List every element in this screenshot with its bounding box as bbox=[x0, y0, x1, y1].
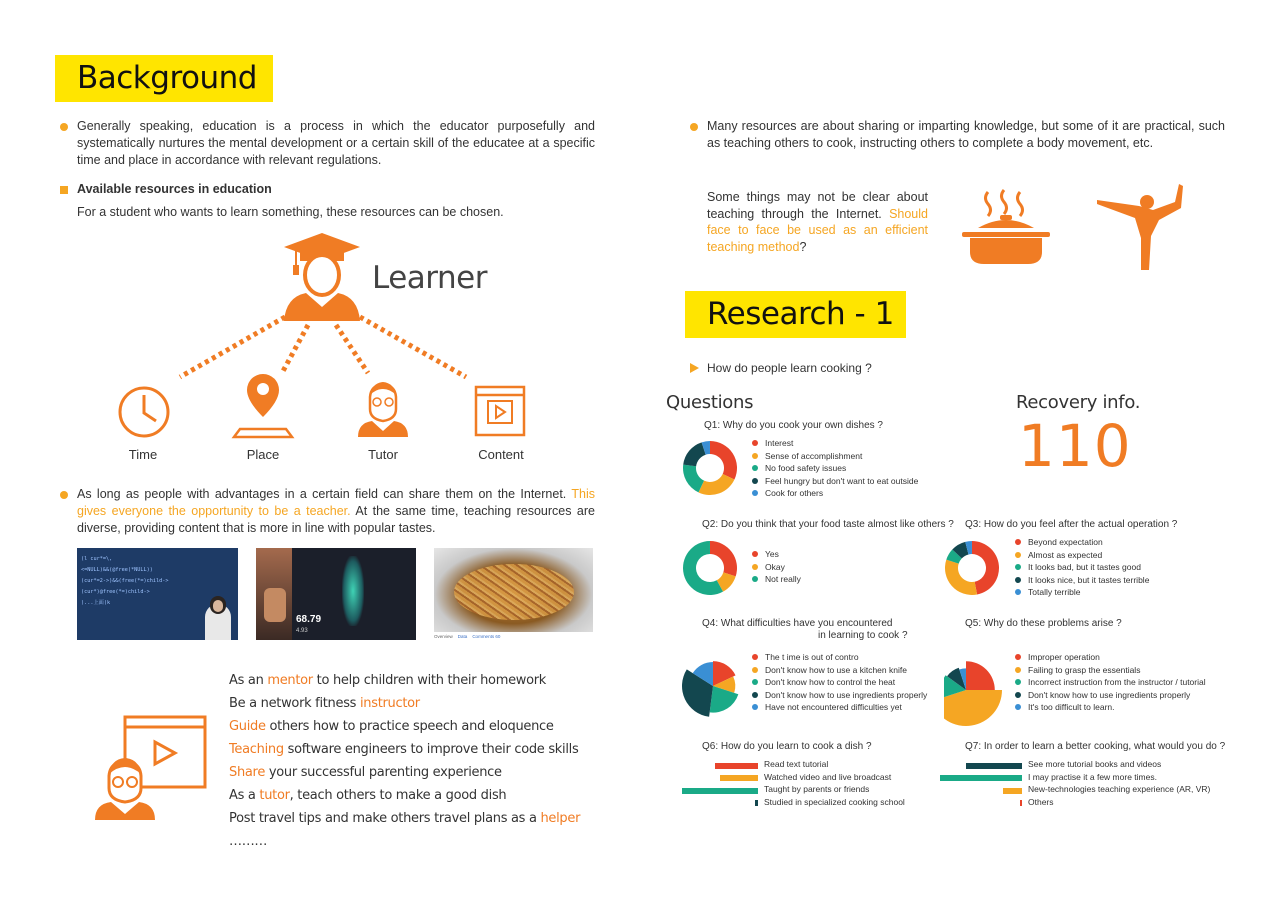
legend-label: Don't know how to use ingredients properly bbox=[765, 689, 928, 700]
bullet-dot bbox=[60, 491, 68, 499]
legend-swatch bbox=[752, 440, 758, 446]
legend-swatch bbox=[1015, 704, 1021, 710]
bar bbox=[940, 775, 1022, 781]
q1-title: Q1: Why do you cook your own dishes ? bbox=[704, 420, 883, 431]
recovery-label: Recovery info. bbox=[1016, 392, 1141, 413]
legend-item bbox=[1015, 561, 1149, 574]
role-item: Post travel tips and make others travel plans as a helper bbox=[229, 811, 581, 826]
legend-item bbox=[752, 701, 927, 714]
yoga-pose-icon bbox=[1095, 180, 1185, 272]
q4-rose-chart bbox=[682, 652, 744, 720]
legend-item bbox=[1015, 689, 1206, 702]
q1-donut-chart bbox=[682, 440, 738, 496]
research-heading: Research - 1 bbox=[685, 291, 906, 338]
legend-label: Don't know how to use ingredients properly bbox=[1028, 689, 1191, 700]
donut-slice bbox=[972, 541, 999, 595]
q3-title: Q3: How do you feel after the actual operation ? bbox=[965, 519, 1178, 530]
bar bbox=[755, 800, 758, 806]
legend-swatch bbox=[752, 490, 758, 496]
resources-heading: Available resources in education bbox=[77, 182, 272, 196]
legend-swatch bbox=[1015, 539, 1021, 545]
bar bbox=[682, 788, 758, 794]
legend-label: Feel hungry but don't want to eat outside bbox=[765, 475, 919, 486]
bar bbox=[1020, 800, 1022, 806]
q4-title-line: in learning to cook ? bbox=[818, 630, 908, 641]
legend-label: Have not encountered difficulties yet bbox=[765, 702, 902, 713]
legend-label: Not really bbox=[765, 574, 801, 585]
bar bbox=[966, 763, 1022, 769]
legend-item bbox=[752, 462, 918, 475]
legend-label: Improper operation bbox=[1028, 652, 1100, 662]
map-pin-icon bbox=[234, 374, 292, 437]
presenter-video-icon bbox=[95, 712, 211, 822]
tutor-icon bbox=[358, 382, 408, 437]
bar-label: Studied in specialized cooking school bbox=[764, 796, 905, 807]
thumbnail-footer: Overview Data Comments 60 bbox=[434, 634, 501, 639]
legend-item bbox=[752, 689, 927, 702]
donut-slice bbox=[710, 441, 737, 479]
legend-label: It looks nice, but it tastes terrible bbox=[1028, 574, 1150, 585]
legend-label: No food safety issues bbox=[765, 463, 847, 474]
learner-diagram bbox=[100, 225, 530, 445]
role-item: As an mentor to help children with their homework bbox=[229, 673, 547, 688]
legend-swatch bbox=[1015, 654, 1021, 660]
role-item: Be a network fitness instructor bbox=[229, 696, 420, 711]
role-item: Share your successful parenting experience bbox=[229, 765, 502, 780]
thumbnail-noodle-dish bbox=[434, 548, 593, 632]
legend-swatch bbox=[1015, 679, 1021, 685]
bullet-dot bbox=[60, 123, 68, 131]
legend-swatch bbox=[1015, 564, 1021, 570]
legend-item bbox=[1015, 651, 1206, 664]
legend-swatch bbox=[752, 453, 758, 459]
legend-label: Almost as expected bbox=[1028, 549, 1103, 560]
q4-title bbox=[702, 618, 908, 642]
q7-bar-chart bbox=[940, 760, 1220, 812]
share-paragraph: As long as people with advantages in a certain field can share them on the Internet. This gives everyone the opportunity to be a teacher. At the same time, teaching resources are diverse, providing content that is more in line with popular tastes. bbox=[77, 487, 595, 535]
icon-label-content: Content bbox=[478, 447, 524, 462]
legend-swatch bbox=[1015, 667, 1021, 673]
legend-item bbox=[1015, 574, 1149, 587]
q5-title: Q5: Why do these problems arise ? bbox=[965, 618, 1122, 629]
bar bbox=[720, 775, 758, 781]
role-item: Teaching software engineers to improve their code skills bbox=[229, 742, 579, 757]
legend-label: Interest bbox=[765, 438, 794, 448]
q6-bar-chart bbox=[680, 760, 930, 812]
legend-label: Don't know how to control the heat bbox=[765, 677, 896, 688]
practical-paragraph: Many resources are about sharing or imparting knowledge, but some of it are practical, such as teaching others to cook, instructing others to complete a body movement, etc. bbox=[707, 119, 1225, 150]
rose-slice bbox=[944, 690, 1002, 726]
legend-swatch bbox=[752, 564, 758, 570]
resources-text: For a student who wants to learn something, these resources can be chosen. bbox=[77, 205, 504, 219]
thumbnail-fitness: 68.79 4.93 bbox=[256, 548, 416, 640]
legend-label: Beyond expectation bbox=[1028, 537, 1103, 547]
legend-item bbox=[1015, 701, 1206, 714]
bar-label: Watched video and live broadcast bbox=[764, 771, 892, 782]
icon-label-time: Time bbox=[128, 447, 158, 462]
legend-label: Cook for others bbox=[765, 488, 824, 499]
q6-title: Q6: How do you learn to cook a dish ? bbox=[702, 741, 872, 752]
role-item: Guide others how to practice speech and eloquence bbox=[229, 719, 554, 734]
q7-title: Q7: In order to learn a better cooking, what would you do ? bbox=[965, 741, 1226, 752]
legend-swatch bbox=[1015, 589, 1021, 595]
legend-label: Yes bbox=[765, 549, 779, 559]
legend-item bbox=[752, 573, 801, 586]
legend-item bbox=[752, 676, 927, 689]
donut-slice bbox=[710, 541, 737, 576]
legend-swatch bbox=[752, 704, 758, 710]
bar bbox=[1003, 788, 1022, 794]
intro-paragraph: Generally speaking, education is a process in which the educator purposefully and systematically nurtures the mental development or a certain skill of the educatee at a specific time and place in accordance with relevant regulations. bbox=[77, 119, 595, 167]
legend-swatch bbox=[752, 667, 758, 673]
bullet-square bbox=[60, 186, 68, 194]
bar-label: I may practise it a few more times. bbox=[1028, 771, 1157, 782]
legend-label: It looks bad, but it tastes good bbox=[1028, 562, 1141, 573]
donut-slice bbox=[699, 474, 735, 495]
legend-swatch bbox=[1015, 692, 1021, 698]
legend-item bbox=[752, 437, 918, 450]
legend-swatch bbox=[752, 465, 758, 471]
donut-slice bbox=[683, 442, 705, 466]
q2-legend bbox=[752, 548, 801, 586]
triangle-bullet-icon bbox=[690, 363, 700, 373]
role-item: ……… bbox=[229, 834, 268, 849]
legend-swatch bbox=[752, 551, 758, 557]
legend-item bbox=[752, 450, 918, 463]
icon-label-tutor: Tutor bbox=[368, 447, 398, 462]
legend-label: Incorrect instruction from the instructor / tutorial bbox=[1028, 677, 1206, 688]
legend-swatch bbox=[752, 692, 758, 698]
legend-item bbox=[752, 664, 927, 677]
learner-label: Learner bbox=[372, 260, 487, 296]
clock-icon bbox=[120, 388, 168, 436]
donut-slice bbox=[945, 560, 977, 595]
video-content-icon bbox=[476, 387, 524, 435]
cooking-pot-icon bbox=[960, 188, 1052, 268]
q5-legend bbox=[1015, 651, 1206, 714]
legend-label: It's too difficult to learn. bbox=[1028, 702, 1115, 713]
legend-label: Failing to grasp the essentials bbox=[1028, 664, 1141, 675]
learner-icon bbox=[284, 233, 360, 321]
questions-label: Questions bbox=[666, 392, 754, 413]
recovery-value: 110 bbox=[1018, 412, 1132, 480]
face-to-face-paragraph: Some things may not be clear about teaching through the Internet. Should face to face be used as an efficient teaching method? bbox=[707, 190, 928, 254]
legend-swatch bbox=[1015, 577, 1021, 583]
share-highlight: This gives everyone the opportunity to be a teacher. bbox=[77, 487, 595, 518]
background-heading: Background bbox=[55, 55, 273, 102]
connector-lines bbox=[180, 317, 466, 377]
q4-title-line: Q4: What difficulties have you encountered bbox=[702, 618, 893, 629]
legend-swatch bbox=[1015, 552, 1021, 558]
q1-legend bbox=[752, 437, 918, 500]
legend-item bbox=[752, 548, 801, 561]
legend-item bbox=[1015, 676, 1206, 689]
legend-label: Don't know how to use a kitchen knife bbox=[765, 664, 907, 675]
legend-label: Totally terrible bbox=[1028, 587, 1081, 598]
q3-donut-chart bbox=[944, 540, 1000, 596]
legend-item bbox=[752, 475, 918, 488]
legend-label: Okay bbox=[765, 561, 785, 572]
legend-item bbox=[1015, 549, 1149, 562]
legend-swatch bbox=[752, 478, 758, 484]
thumbnail-code-lecture: (l cur*=\, <=NULL)&&(@free(*NULL)) (cur*=2->)&&(free(*=)child-> (cur*)@free(*=)child-> )...上面(k bbox=[77, 548, 238, 640]
bar-label: New-technologies teaching experience (AR, VR) bbox=[1028, 784, 1211, 795]
legend-item bbox=[1015, 586, 1149, 599]
bar-label: Others bbox=[1028, 796, 1054, 807]
bar-label: Read text tutorial bbox=[764, 759, 829, 769]
rose-slice bbox=[966, 661, 995, 690]
q2-donut-chart bbox=[682, 540, 738, 596]
bar-label: Taught by parents or friends bbox=[764, 784, 870, 795]
legend-label: Sense of accomplishment bbox=[765, 450, 863, 461]
bar-label: See more tutorial books and videos bbox=[1028, 759, 1162, 769]
legend-item bbox=[1015, 536, 1149, 549]
icon-label-place: Place bbox=[246, 447, 280, 462]
q2-title: Q2: Do you think that your food taste almost like others ? bbox=[702, 519, 954, 530]
legend-item bbox=[1015, 664, 1206, 677]
role-item: As a tutor, teach others to make a good dish bbox=[229, 788, 507, 803]
legend-label: The t ime is out of contro bbox=[765, 652, 859, 662]
legend-swatch bbox=[752, 679, 758, 685]
bar bbox=[715, 763, 758, 769]
roles-list bbox=[229, 669, 580, 853]
legend-swatch bbox=[752, 654, 758, 660]
legend-item bbox=[752, 487, 918, 500]
legend-swatch bbox=[752, 576, 758, 582]
q3-legend bbox=[1015, 536, 1149, 599]
legend-item bbox=[752, 651, 927, 664]
q4-legend bbox=[752, 651, 927, 714]
bullet-dot bbox=[690, 123, 698, 131]
legend-item bbox=[752, 561, 801, 574]
research-question: How do people learn cooking ? bbox=[707, 361, 872, 375]
q5-rose-chart bbox=[944, 652, 1006, 728]
